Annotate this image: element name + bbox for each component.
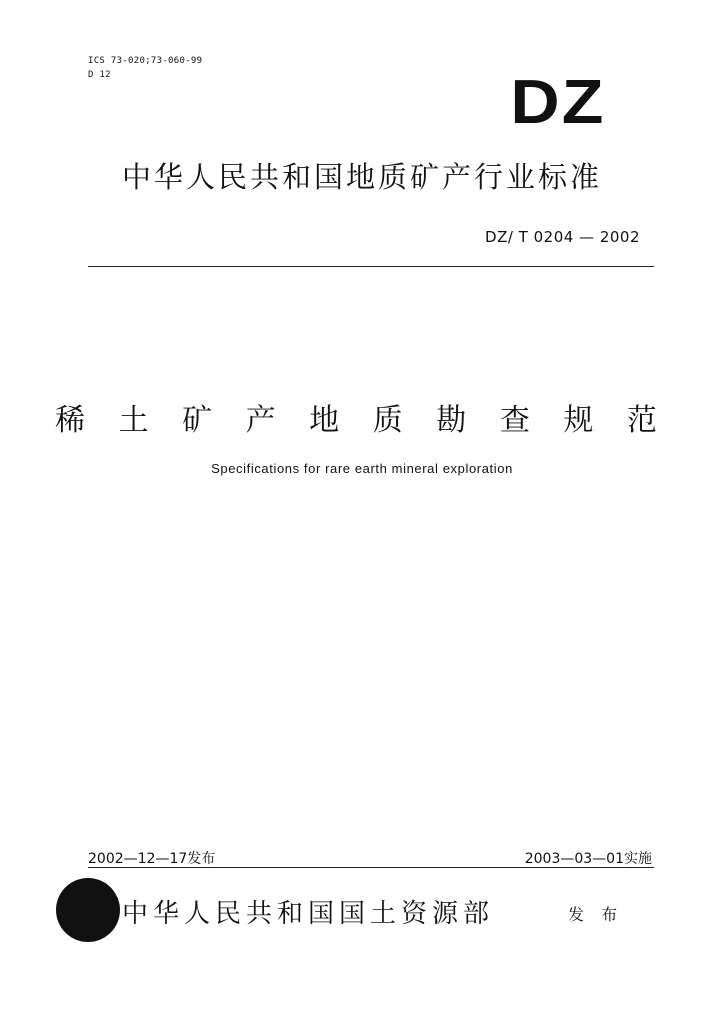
document-title-cn: 稀 土 矿 产 地 质 勘 查 规 范 — [55, 403, 669, 438]
publish-label: 发 布 — [568, 905, 624, 924]
implement-date: 2003—03—01实施 — [524, 851, 652, 867]
class-code: D 12 — [88, 70, 111, 80]
issue-date: 2002—12—17发布 — [88, 851, 216, 867]
ics-code: ICS 73-020;73-060-99 — [88, 56, 203, 66]
issuing-ministry: 中华人民共和国国土资源部 — [122, 899, 495, 929]
classification-codes — [88, 54, 202, 82]
emblem-icon — [56, 878, 120, 942]
dz-logo: DZ — [510, 68, 606, 137]
industry-standard-title: 中华人民共和国地质矿产行业标准 — [121, 160, 602, 194]
top-divider — [88, 266, 654, 267]
standard-number: DZ/ T 0204 — 2002 — [485, 228, 640, 246]
document-title-en: Specifications for rare earth mineral exploration — [211, 461, 513, 476]
bottom-divider — [88, 867, 654, 868]
